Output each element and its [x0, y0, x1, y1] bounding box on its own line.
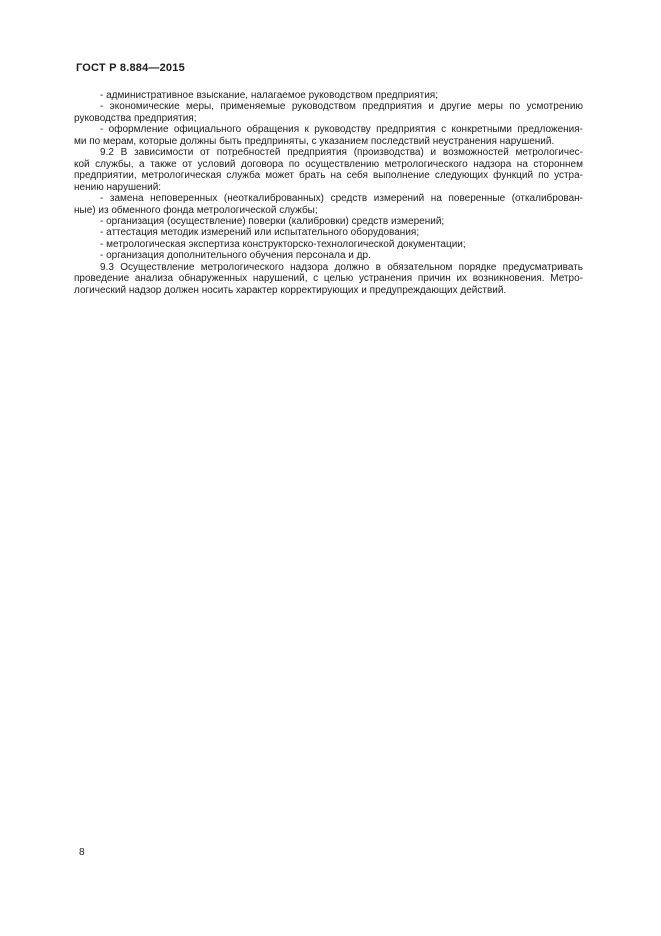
text-line: - организация дополнительного обучения персонала и др. [100, 250, 371, 262]
paragraph [74, 147, 583, 193]
paragraph [74, 250, 583, 261]
text-line: - оформление официального обращения к руководству предприятия с конкретными предложения- [100, 124, 583, 136]
paragraph [74, 193, 583, 216]
text-line: - экономические меры, применяемые руководством предприятия и другие меры по усмотрению [100, 101, 583, 113]
text-line: предприятии, метрологическая служба может брать на себя выполнение следующих функций по устра- [74, 170, 583, 182]
paragraph [74, 262, 583, 296]
text-line: - замена неповеренных (неоткалиброванных) средств измерений на поверенные (откалиброван- [100, 193, 583, 205]
paragraph [74, 101, 583, 124]
text-line: 9.3 Осуществление метрологического надзора должно в обязательном порядке предусматривать [100, 261, 583, 273]
text-line: ми по мерам, которые должны быть предприняты, с указанием последствий неустранения нарушений. [74, 135, 555, 147]
text-line: кой службы, а также от условий договора по осуществлению метрологического надзора на стороннем [74, 158, 583, 170]
paragraph [74, 216, 583, 227]
paragraph [74, 124, 583, 147]
document-body [74, 90, 583, 296]
paragraph [74, 239, 583, 250]
page-number: 8 [79, 847, 85, 858]
text-line: - аттестация методик измерений или испытательного оборудования; [100, 227, 420, 239]
paragraph [74, 90, 583, 101]
text-line: нению нарушений: [74, 181, 162, 193]
text-line: руководства предприятия; [74, 112, 197, 124]
text-line: - организация (осуществление) поверки (калибровки) средств измерений; [100, 215, 445, 227]
text-line: ные) из обменного фонда метрологической службы; [74, 204, 318, 216]
text-line: - метрологическая экспертиза конструкторско-технологической документации; [100, 238, 466, 250]
text-line: логический надзор должен носить характер корректирующих и предупреждающих действий. [74, 284, 507, 296]
paragraph [74, 227, 583, 238]
document-header: ГОСТ Р 8.884—2015 [76, 62, 185, 74]
text-line: - административное взыскание, налагаемое руководством предприятия; [100, 90, 438, 101]
text-line: 9.2 В зависимости от потребностей предприятия (производства) и возможностей метрологичес- [100, 147, 583, 159]
text-line: проведение анализа обнаруженных нарушений, с целью устранения причин их возникновения. Метро- [74, 273, 583, 285]
